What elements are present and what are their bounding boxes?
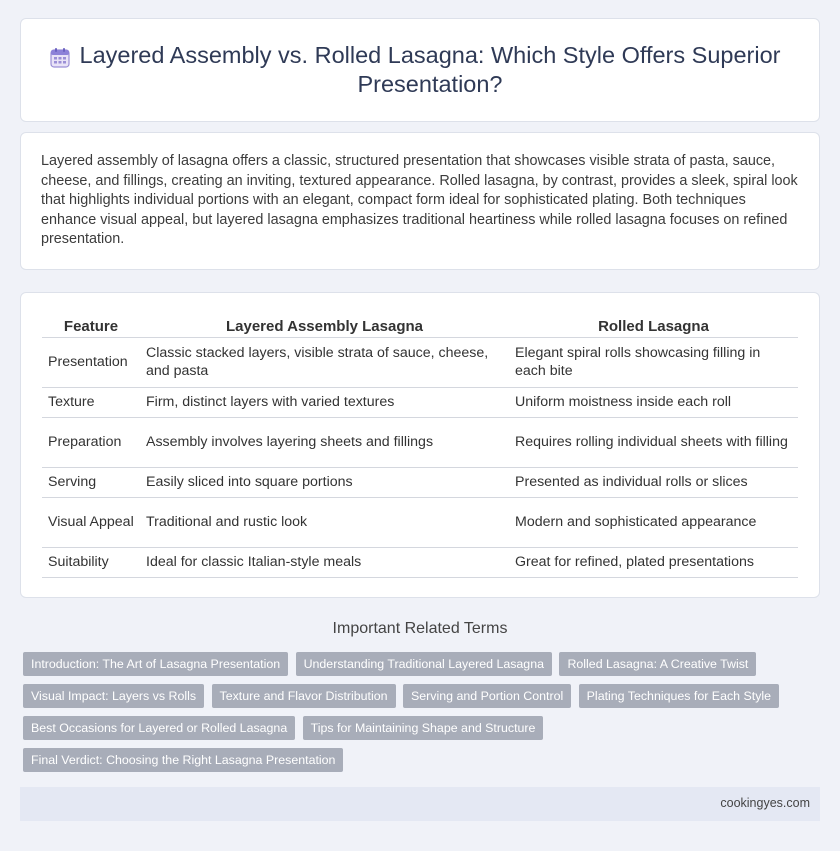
tag-link[interactable]: Final Verdict: Choosing the Right Lasagna Presentation [23, 748, 343, 772]
cell-feature: Presentation [42, 337, 140, 387]
footer [20, 787, 820, 821]
tag-link[interactable]: Texture and Flavor Distribution [212, 684, 396, 708]
cell-rolled: Requires rolling individual sheets with filling [509, 417, 798, 467]
table-row [42, 387, 798, 417]
cell-rolled: Uniform moistness inside each roll [509, 387, 798, 417]
tag-link[interactable]: Tips for Maintaining Shape and Structure [303, 716, 544, 740]
related-terms-section [20, 620, 820, 638]
comparison-card [20, 292, 820, 598]
cell-feature: Visual Appeal [42, 497, 140, 547]
cell-layered: Firm, distinct layers with varied textures [140, 387, 509, 417]
cell-layered: Classic stacked layers, visible strata of sauce, cheese, and pasta [140, 337, 509, 387]
table-row [42, 547, 798, 577]
cell-feature: Texture [42, 387, 140, 417]
tag-link[interactable]: Serving and Portion Control [403, 684, 571, 708]
comparison-table [42, 311, 798, 578]
table-row [42, 417, 798, 467]
header-layered: Layered Assembly Lasagna [140, 311, 509, 337]
tag-link[interactable]: Understanding Traditional Layered Lasagna [296, 652, 552, 676]
tag-link[interactable]: Best Occasions for Layered or Rolled Lasagna [23, 716, 295, 740]
cell-layered: Easily sliced into square portions [140, 467, 509, 497]
table-row [42, 337, 798, 387]
footer-site[interactable]: cookingyes.com [720, 796, 810, 810]
cell-layered: Ideal for classic Italian-style meals [140, 547, 509, 577]
table-row [42, 467, 798, 497]
table-row [42, 497, 798, 547]
cell-feature: Suitability [42, 547, 140, 577]
related-tags [23, 652, 803, 780]
cell-rolled: Presented as individual rolls or slices [509, 467, 798, 497]
cell-layered: Assembly involves layering sheets and fillings [140, 417, 509, 467]
cell-rolled: Great for refined, plated presentations [509, 547, 798, 577]
cell-feature: Serving [42, 467, 140, 497]
tag-link[interactable]: Introduction: The Art of Lasagna Presentation [23, 652, 288, 676]
tag-link[interactable]: Visual Impact: Layers vs Rolls [23, 684, 204, 708]
cell-layered: Traditional and rustic look [140, 497, 509, 547]
cell-feature: Preparation [42, 417, 140, 467]
table-header-row [42, 311, 798, 337]
tag-link[interactable]: Rolled Lasagna: A Creative Twist [559, 652, 756, 676]
title-card [20, 18, 820, 122]
related-terms-heading: Important Related Terms [332, 620, 508, 637]
header-rolled: Rolled Lasagna [509, 311, 798, 337]
intro-paragraph: Layered assembly of lasagna offers a classic, structured presentation that showcases visible strata of pasta, sauce, cheese, and fillings, creating an inviting, textured appearance. Rolled lasagna, by contrast, provides a sleek, spiral look that highlights individual portions with an elegant, compact form ideal for sophisticated plating. Both techniques enhance visual appeal, but layered lasagna emphasizes traditional heartiness while rolled lasagna focuses on refined presentation. [41, 153, 798, 247]
cell-rolled: Elegant spiral rolls showcasing filling in each bite [509, 337, 798, 387]
page-title: Layered Assembly vs. Rolled Lasagna: Which Style Offers Superior Presentation? [79, 42, 781, 97]
tag-link[interactable]: Plating Techniques for Each Style [579, 684, 779, 708]
header-feature: Feature [42, 311, 140, 337]
cell-rolled: Modern and sophisticated appearance [509, 497, 798, 547]
intro-card [20, 132, 820, 270]
